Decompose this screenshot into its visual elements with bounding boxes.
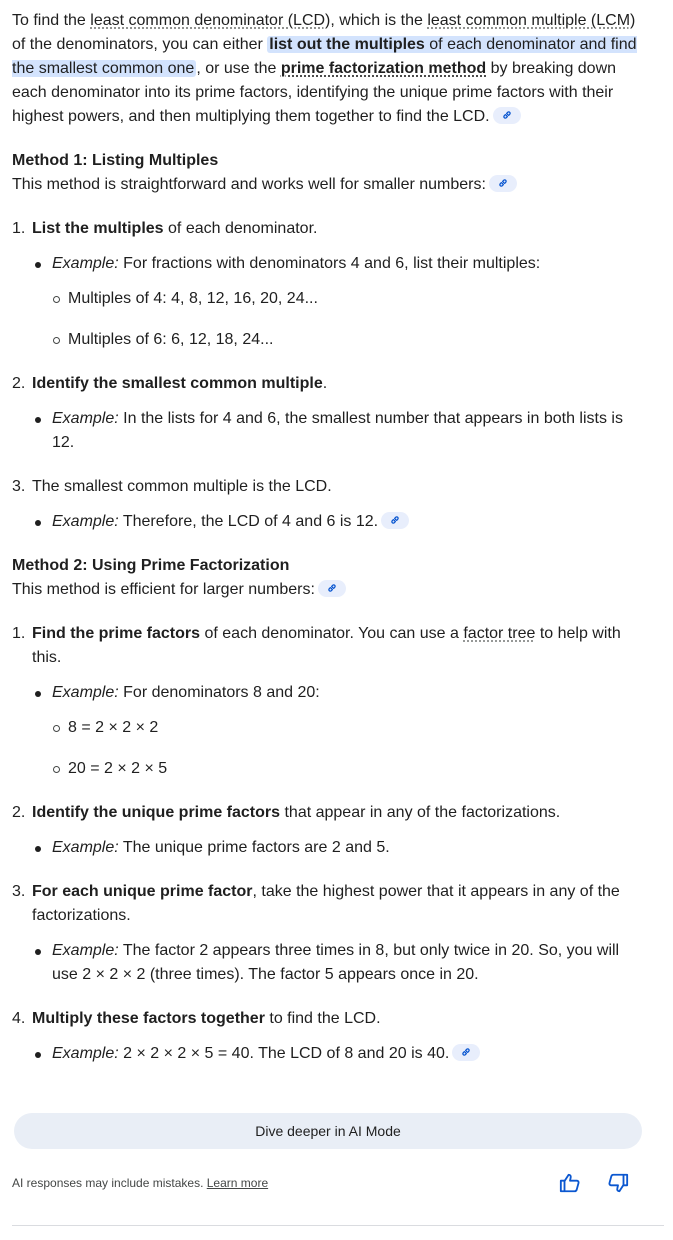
highlight-bold: list out the multiples: [269, 36, 425, 53]
example-item: [32, 1042, 642, 1066]
sub-item: Multiples of 6: 6, 12, 18, 24...: [52, 328, 642, 352]
source-link-chip[interactable]: [489, 175, 517, 192]
term-prime-factorization[interactable]: prime factorization method: [280, 60, 487, 77]
method2-step: [12, 801, 642, 860]
step-rest: that appear in any of the factorizations.: [280, 804, 561, 821]
sub-item: Multiples of 4: 4, 8, 12, 16, 20, 24...: [52, 287, 642, 311]
sub-item: 20 = 2 × 2 × 5: [52, 757, 642, 781]
example-label: Example:: [52, 255, 119, 272]
step-bold: Find the prime factors: [32, 625, 201, 642]
method1-heading: Method 1: Listing Multiples: [12, 152, 219, 169]
example-text: The unique prime factors are 2 and 5.: [118, 839, 390, 856]
method1-step: [12, 217, 642, 352]
step-rest: to help with this.: [32, 625, 621, 666]
sub-list: [52, 287, 642, 352]
step-rest: of each denominator.: [163, 220, 318, 237]
example-text: 2 × 2 × 2 × 5 = 40. The LCD of 8 and 20 is 40.: [118, 1045, 450, 1062]
example-list: [32, 1042, 642, 1066]
method1-description: [12, 173, 642, 197]
step-number: 2.: [12, 804, 26, 821]
method2-step: [12, 880, 642, 987]
example-list: [32, 681, 642, 781]
thumbs-up-icon[interactable]: [559, 1172, 581, 1194]
example-text: For denominators 8 and 20:: [118, 684, 320, 701]
example-list: [32, 939, 642, 987]
method1-step: [12, 475, 642, 534]
example-list: [32, 252, 642, 352]
method2-heading: Method 2: Using Prime Factorization: [12, 557, 290, 574]
source-link-chip[interactable]: [318, 580, 346, 597]
method1-steps: [12, 217, 642, 534]
step-number: 3.: [12, 883, 26, 900]
highlight-rest: of each denominator and find the smallest common one: [12, 36, 637, 77]
step-text: The smallest common multiple is the LCD.: [32, 478, 332, 495]
step-bold: Multiply these factors together: [32, 1010, 265, 1027]
example-item: [32, 681, 642, 781]
step-rest: of each denominator. You can use a: [200, 625, 464, 642]
example-list: [32, 407, 642, 455]
intro-text: , which is the: [330, 12, 428, 29]
step-number: 2.: [12, 375, 26, 392]
step-bold: Identify the unique prime factors: [32, 804, 281, 821]
source-link-chip[interactable]: [381, 512, 409, 529]
example-text: For fractions with denominators 4 and 6, list their multiples:: [118, 255, 541, 272]
method1-step: [12, 372, 642, 455]
method2-description: [12, 578, 642, 602]
link-icon: [390, 515, 400, 525]
step-text: [32, 217, 642, 241]
term-lcm[interactable]: least common multiple (LCM): [427, 12, 636, 29]
intro-text: by breaking down each denominator into its prime factors, identifying the unique prime factors with their highest powers, and then multiplying them together to find the LCD.: [12, 60, 617, 125]
example-text: In the lists for 4 and 6, the smallest number that appears in both lists is 12.: [52, 410, 623, 451]
example-item: [32, 252, 642, 352]
link-icon: [461, 1047, 471, 1057]
sub-item: 8 = 2 × 2 × 2: [52, 716, 642, 740]
example-item: [32, 939, 642, 987]
link-icon: [498, 178, 508, 188]
source-link-chip[interactable]: [452, 1044, 480, 1061]
step-rest: , take the highest power that it appears in any of the factorizations.: [32, 883, 620, 924]
source-link-chip[interactable]: [493, 107, 521, 124]
dive-deeper-button[interactable]: Dive deeper in AI Mode: [14, 1113, 642, 1149]
step-bold: List the multiples: [32, 220, 164, 237]
term-factor-tree[interactable]: factor tree: [463, 625, 536, 642]
intro-text: , or use the: [196, 60, 281, 77]
disclaimer: [12, 1175, 268, 1191]
example-label: Example:: [52, 513, 119, 530]
example-text: Therefore, the LCD of 4 and 6 is 12.: [118, 513, 379, 530]
intro-text: of the denominators, you can either: [12, 36, 268, 53]
example-label: Example:: [52, 1045, 119, 1062]
method2-step: [12, 1007, 642, 1066]
step-number: 3.: [12, 478, 26, 495]
example-text: The factor 2 appears three times in 8, but only twice in 20. So, you will use 2 × 2 × 2 (three times). The factor 5 appears once in 20.: [52, 942, 620, 983]
example-list: [32, 836, 642, 860]
intro-paragraph: [12, 9, 642, 129]
link-icon: [327, 583, 337, 593]
link-icon: [502, 110, 512, 120]
step-bold: Identify the smallest common multiple: [32, 375, 323, 392]
step-number: 1.: [12, 625, 26, 642]
step-number: 4.: [12, 1010, 26, 1027]
step-rest: to find the LCD.: [264, 1010, 381, 1027]
step-text: [32, 372, 642, 396]
intro-text: To find the: [12, 12, 91, 29]
disclaimer-text: AI responses may include mistakes.: [12, 1176, 207, 1190]
example-list: [32, 510, 642, 534]
learn-more-link[interactable]: Learn more: [206, 1176, 269, 1190]
step-bold: For each unique prime factor: [32, 883, 253, 900]
step-text: [32, 622, 642, 670]
step-rest: .: [322, 375, 328, 392]
example-item: [32, 836, 642, 860]
ai-overview-content: [12, 9, 642, 1066]
bottom-divider: [12, 1225, 664, 1226]
step-text: [32, 880, 642, 928]
method2-steps: [12, 622, 642, 1066]
thumbs-down-icon[interactable]: [607, 1172, 629, 1194]
term-lcd[interactable]: least common denominator (LCD): [90, 12, 331, 29]
example-label: Example:: [52, 839, 119, 856]
example-label: Example:: [52, 942, 119, 959]
example-item: [32, 407, 642, 455]
step-number: 1.: [12, 220, 26, 237]
step-text: [32, 1007, 642, 1031]
example-item: [32, 510, 642, 534]
example-label: Example:: [52, 684, 119, 701]
example-label: Example:: [52, 410, 119, 427]
step-text: [32, 801, 642, 825]
method1-desc-text: This method is straightforward and works well for smaller numbers:: [12, 176, 486, 193]
method2-desc-text: This method is efficient for larger numbers:: [12, 581, 315, 598]
method2-step: [12, 622, 642, 781]
sub-list: [52, 716, 642, 781]
